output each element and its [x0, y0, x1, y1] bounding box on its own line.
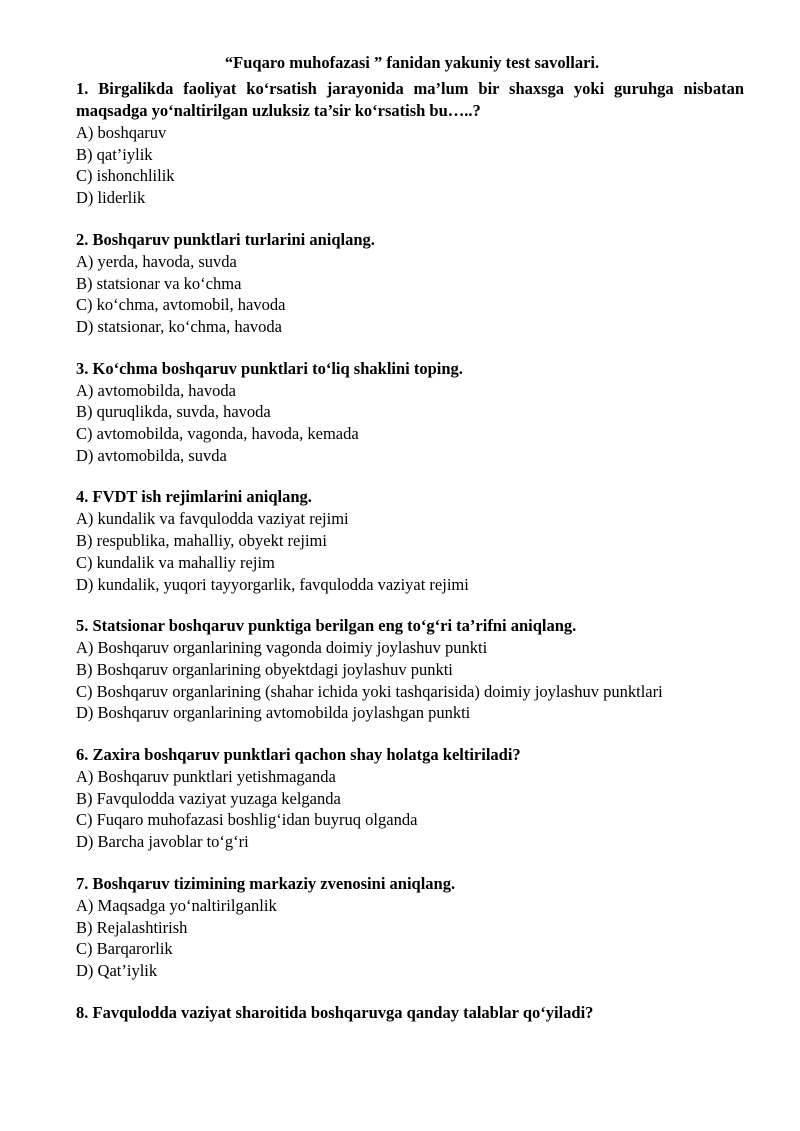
question-text: 3. Ko‘chma boshqaruv punktlari to‘liq shaklini toping.: [76, 358, 463, 378]
answer-option-a: A) Boshqaruv punktlari yetishmaganda: [76, 767, 336, 787]
answer-option-c: C) avtomobilda, vagonda, havoda, kemada: [76, 424, 359, 444]
question-text: 7. Boshqaruv tizimining markaziy zvenosini aniqlang.: [76, 873, 456, 893]
answer-option-d: D) Boshqaruv organlarining avtomobilda joylashgan punkti: [76, 703, 471, 723]
question-text: 4. FVDT ish rejimlarini aniqlang.: [76, 487, 312, 507]
answer-option-c: C) Fuqaro muhofazasi boshlig‘idan buyruq olganda: [76, 810, 418, 830]
question-8: [76, 1002, 744, 1024]
answer-option-b: B) quruqlikda, suvda, havoda: [76, 402, 271, 422]
answer-option-a: A) boshqaruv: [76, 123, 167, 142]
answer-option-b: B) Rejalashtirish: [76, 917, 188, 937]
document-page: [76, 52, 744, 1044]
answer-option-c: C) Boshqaruv organlarining (shahar ichida yoki tashqarisida) doimiy joylashuv punktlari: [76, 681, 663, 701]
question-6: [76, 744, 744, 853]
answer-option-a: A) Boshqaruv organlarining vagonda doimiy joylashuv punkti: [76, 638, 488, 658]
answer-option-b: B) Favqulodda vaziyat yuzaga kelganda: [76, 788, 341, 808]
question-text: 8. Favqulodda vaziyat sharoitida boshqaruvga qanday talablar qo‘yiladi?: [76, 1002, 594, 1022]
answer-option-b: B) statsionar va ko‘chma: [76, 273, 242, 293]
answer-option-b: B) qat’iylik: [76, 144, 153, 164]
answer-option-b: B) respublika, mahalliy, obyekt rejimi: [76, 531, 327, 551]
answer-option-d: D) liderlik: [76, 188, 146, 208]
question-7: [76, 873, 744, 982]
answer-option-d: D) kundalik, yuqori tayyorgarlik, favqulodda vaziyat rejimi: [76, 574, 469, 594]
document-title: “Fuqaro muhofazasi ” fanidan yakuniy test savollari.: [224, 53, 600, 72]
answer-option-b: B) Boshqaruv organlarining obyektdagi joylashuv punkti: [76, 659, 453, 679]
question-2: [76, 229, 744, 338]
answer-option-c: C) ishonchlilik: [76, 166, 175, 186]
question-text: 5. Statsionar boshqaruv punktiga berilgan eng to‘g‘ri ta’rifni aniqlang.: [76, 616, 577, 636]
answer-option-a: A) yerda, havoda, suvda: [76, 251, 237, 271]
answer-option-a: A) kundalik va favqulodda vaziyat rejimi: [76, 509, 349, 529]
answer-option-d: D) Barcha javoblar to‘g‘ri: [76, 832, 249, 852]
answer-option-d: D) avtomobilda, suvda: [76, 445, 227, 465]
question-text: 6. Zaxira boshqaruv punktlari qachon shay holatga keltiriladi?: [76, 745, 521, 765]
question-5: [76, 615, 744, 724]
question-3: [76, 358, 744, 467]
answer-option-a: A) Maqsadga yo‘naltirilganlik: [76, 895, 277, 915]
question-4: [76, 486, 744, 595]
question-text: 2. Boshqaruv punktlari turlarini aniqlang.: [76, 229, 375, 249]
answer-option-a: A) avtomobilda, havoda: [76, 380, 236, 400]
answer-option-d: D) Qat’iylik: [76, 960, 158, 980]
answer-option-c: C) Barqarorlik: [76, 939, 173, 959]
answer-option-d: D) statsionar, ko‘chma, havoda: [76, 316, 282, 336]
question-text: 1. Birgalikda faoliyat ko‘rsatish jarayonida ma’lum bir shaxsga yoki guruhga nisbatan maqsadga yo‘naltirilgan uzluksiz ta’sir ko‘rsatish bu…..?: [76, 79, 744, 120]
answer-option-c: C) ko‘chma, avtomobil, havoda: [76, 295, 286, 315]
answer-option-c: C) kundalik va mahalliy rejim: [76, 552, 275, 572]
question-1: [76, 78, 744, 209]
